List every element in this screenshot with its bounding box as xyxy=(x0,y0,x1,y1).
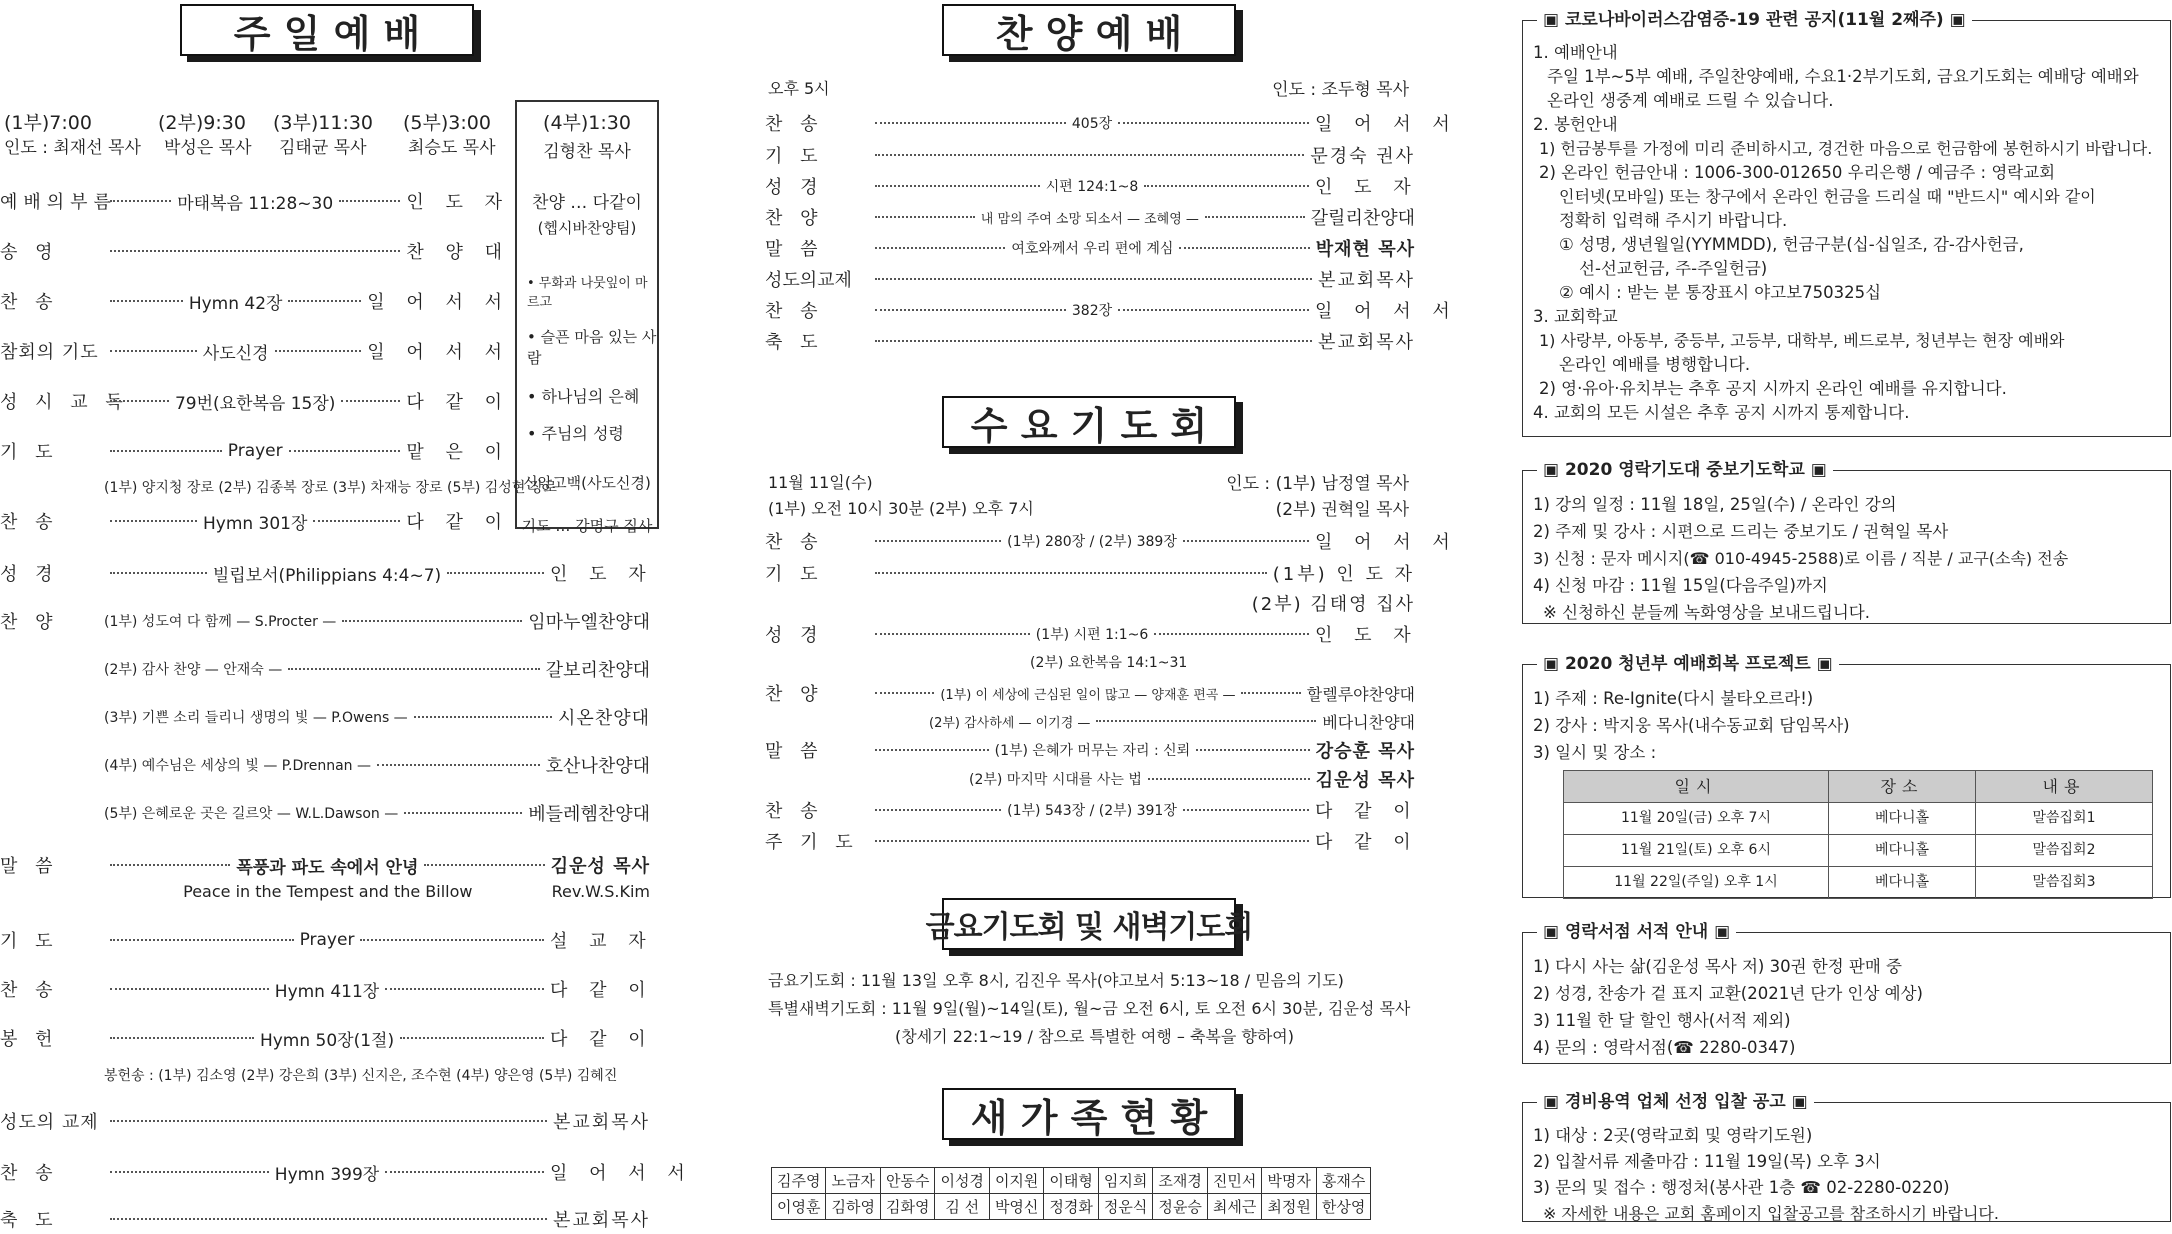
notice-heading: ▣ 코로나바이러스감염증-19 관련 공지(11월 2째주) ▣ xyxy=(1537,8,1972,32)
order-label: 송 영 xyxy=(0,242,59,263)
order-content: Hymn 301장 xyxy=(202,513,308,534)
schedule-cell: 말씀집회3 xyxy=(1976,867,2153,899)
service-time-1: (1부)7:00 xyxy=(4,112,92,134)
order-row xyxy=(765,706,1415,736)
order-label: 성 경 xyxy=(765,625,824,646)
schedule-cell: 11월 22일(주일) 오후 1시 xyxy=(1564,867,1829,899)
order-role: 일 어 서 서 xyxy=(1315,114,1458,135)
dawn-prayer-theme: (창세기 22:1~19 / 참으로 특별한 여행 – 축복을 향하여) xyxy=(895,1027,1295,1046)
order-row xyxy=(0,876,650,906)
schedule-cell: 말씀집회1 xyxy=(1976,803,2153,835)
order-row xyxy=(0,1204,650,1234)
order-row xyxy=(765,233,1415,263)
order-content: Prayer xyxy=(227,441,283,461)
order-role: 인 도 자 xyxy=(406,192,510,213)
order-label: 기 도 xyxy=(765,564,824,585)
order-label: 말 씀 xyxy=(0,856,59,877)
order-content: 여호와께서 우리 편에 계심 xyxy=(1011,241,1174,257)
notice-line: ① 성명, 생년월일(YYMMDD), 헌금구분(십-십일조, 감-감사헌금, xyxy=(1559,235,2024,254)
order-row xyxy=(765,264,1415,294)
order-content: Hymn 50장(1절) xyxy=(259,1030,395,1051)
order-role: 김운성 목사 xyxy=(1315,770,1415,791)
order-role: 박재현 목사 xyxy=(1315,239,1415,260)
order-label: 찬 송 xyxy=(765,301,824,322)
fourth-song-3: • 하나님의 은혜 xyxy=(527,387,640,406)
order-content: (1부) 543장 / (2부) 391장 xyxy=(1007,803,1177,819)
notice-line: 선-선교헌금, 주-주일헌금) xyxy=(1579,259,1768,278)
notice-heading: ▣ 경비용역 업체 선정 입찰 공고 ▣ xyxy=(1537,1090,1814,1114)
notice-line: 3) 일시 및 장소 : xyxy=(1533,743,1657,762)
intercession-school-notice xyxy=(1522,460,2171,624)
order-row xyxy=(765,171,1419,201)
order-role: 다 같 이 xyxy=(406,392,510,413)
wednesday-leader-2: (2부) 권혁일 목사 xyxy=(1275,500,1409,520)
order-content: (1부) 은혜가 머무는 자리 : 신뢰 xyxy=(994,743,1191,759)
praise-time: 오후 5시 xyxy=(768,79,830,98)
service-leader-3: 김태균 목사 xyxy=(279,138,367,158)
notice-line: 2) 온라인 헌금안내 : 1006-300-012650 우리은행 / 예금주 : 영락교회 xyxy=(1539,163,2056,182)
notice-line: 2) 주제 및 강사 : 시편으로 드리는 중보기도 / 권혁일 목사 xyxy=(1533,522,1949,541)
notice-line: 온라인 생중계 예배로 드릴 수 있습니다. xyxy=(1547,91,1834,110)
notice-line: 온라인 예배를 병행합니다. xyxy=(1559,355,1751,374)
order-label: 축 도 xyxy=(0,1210,59,1231)
wednesday-scripture-2: (2부) 요한복음 14:1~31 xyxy=(1030,655,1188,671)
member-name: 안동수 xyxy=(880,1168,934,1194)
order-content: 사도신경 xyxy=(202,343,269,364)
schedule-row xyxy=(1564,835,2153,867)
notice-line: 2) 강사 : 박지웅 목사(내수동교회 담임목사) xyxy=(1533,716,1850,735)
order-row xyxy=(765,526,1458,556)
order-role: 일 어 서 서 xyxy=(367,342,510,363)
member-name: 이성경 xyxy=(935,1168,989,1194)
notice-line: 정확히 입력해 주시기 바랍니다. xyxy=(1559,211,1788,230)
member-name: 조재경 xyxy=(1153,1168,1207,1194)
order-role: 갈보리찬양대 xyxy=(545,660,650,681)
order-row xyxy=(0,654,650,684)
fourth-praise: 찬양 … 다같이 xyxy=(532,193,642,213)
notice-heading: ▣ 2020 영락기도대 중보기도학교 ▣ xyxy=(1537,458,1833,482)
order-row xyxy=(0,286,510,316)
schedule-row xyxy=(1564,867,2153,899)
order-row xyxy=(0,506,510,536)
order-content: 405장 xyxy=(1071,116,1113,132)
schedule-cell: 11월 20일(금) 오후 7시 xyxy=(1564,803,1829,835)
schedule-header-cell: 장소 xyxy=(1829,771,1976,803)
service-time-2: (2부)9:30 xyxy=(158,112,246,134)
notice-line: 2) 성경, 찬송가 겉 표지 교환(2021년 단가 인상 예상) xyxy=(1533,984,1923,1003)
notice-line: 4) 문의 : 영락서점(☎ 2280-0347) xyxy=(1533,1038,1796,1057)
notice-line: ② 예시 : 받는 분 통장표시 야고보750325십 xyxy=(1559,283,1882,302)
order-row xyxy=(0,1157,693,1187)
fourth-service-leader: 김형찬 목사 xyxy=(543,142,631,162)
order-row xyxy=(0,1106,650,1136)
order-row xyxy=(0,702,650,732)
order-content: 79번(요한복음 15장) xyxy=(174,393,336,414)
order-role: 일 어 서 서 xyxy=(1315,301,1458,322)
order-role: 임마누엘찬양대 xyxy=(528,612,650,633)
fourth-service-box xyxy=(515,100,659,535)
member-name: 임지희 xyxy=(1098,1168,1152,1194)
service-leader-1: 인도 : 최재선 목사 xyxy=(4,138,141,158)
schedule-cell: 베다니홀 xyxy=(1829,835,1976,867)
member-name: 정윤승 xyxy=(1153,1194,1207,1220)
fourth-song-1: • 무화과 나뭇잎이 마르고 xyxy=(527,276,648,310)
order-label: 기 도 xyxy=(0,442,59,463)
fourth-service-time: (4부)1:30 xyxy=(543,112,631,134)
order-row xyxy=(765,735,1415,765)
schedule-header-cell: 일시 xyxy=(1564,771,1829,803)
order-row xyxy=(0,798,650,828)
member-name: 김하영 xyxy=(826,1194,880,1220)
order-label: 찬 양 xyxy=(0,612,59,633)
order-content: 시편 124:1~8 xyxy=(1045,179,1139,195)
schedule-cell: 베다니홀 xyxy=(1829,803,1976,835)
order-role: 할렐루야찬양대 xyxy=(1306,684,1415,704)
order-label: 기 도 xyxy=(765,146,824,167)
offering-singers: 봉헌송 : (1부) 김소영 (2부) 강은희 (3부) 신지은, 조수현 (4부) 양은영 (5부) 김혜진 xyxy=(104,1068,618,1084)
notice-line: 3) 문의 및 접수 : 행정처(봉사관 1층 ☎ 02-2280-0220) xyxy=(1533,1178,1950,1197)
order-label: 성 경 xyxy=(765,177,824,198)
notice-line: 4. 교회의 모든 시설은 추후 공지 시까지 통제합니다. xyxy=(1533,403,1910,422)
order-label: 찬 송 xyxy=(0,512,59,533)
order-row xyxy=(0,750,650,780)
order-label: 성도의교제 xyxy=(765,270,852,291)
service-time-5: (5부)3:00 xyxy=(403,112,491,134)
order-label: 찬 송 xyxy=(765,801,824,822)
order-role: 문경숙 권사 xyxy=(1310,146,1415,167)
security-bid-notice xyxy=(1522,1092,2171,1223)
member-name: 이태형 xyxy=(1044,1168,1098,1194)
youth-schedule-table xyxy=(1563,770,2153,899)
order-role: 다 같 이 xyxy=(1315,801,1419,822)
notice-line: 1) 헌금봉투를 가정에 미리 준비하시고, 경건한 마음으로 헌금함에 봉헌하시기 바랍니다. xyxy=(1539,139,2153,158)
youth-project-notice xyxy=(1522,654,2171,898)
member-name: 이영훈 xyxy=(772,1194,826,1220)
order-content: (5부) 은혜로운 곳은 길르앗 — W.L.Dawson — xyxy=(104,806,399,822)
order-label: 찬 송 xyxy=(765,114,824,135)
order-role: 갈릴리찬양대 xyxy=(1310,208,1415,229)
schedule-header-cell: 내용 xyxy=(1976,771,2153,803)
order-content: 빌립보서(Philippians 4:4~7) xyxy=(212,565,442,586)
order-role: 다 같 이 xyxy=(550,980,654,1001)
member-name: 최정원 xyxy=(1262,1194,1316,1220)
order-content: (3부) 기쁜 소리 들리니 생명의 빛 — P.Owens — xyxy=(104,710,408,726)
order-content: 382장 xyxy=(1071,303,1113,319)
order-label: 참회의 기도 xyxy=(0,342,99,363)
praise-leader: 인도 : 조두형 목사 xyxy=(1272,80,1409,100)
order-content: (1부) 이 세상에 근심된 일이 많고 — 양재훈 편곡 — xyxy=(940,687,1236,703)
order-role: 일 어 서 서 xyxy=(367,292,510,313)
order-role: 인 도 자 xyxy=(550,564,654,585)
notice-line: 1) 강의 일정 : 11월 18일, 25일(수) / 온라인 강의 xyxy=(1533,495,1897,514)
order-role: 베들레헴찬양대 xyxy=(528,804,650,825)
order-row xyxy=(765,588,1415,618)
notice-heading: ▣ 2020 청년부 예배회복 프로젝트 ▣ xyxy=(1537,652,1839,676)
order-row xyxy=(765,202,1415,232)
sermon-title-en: Peace in the Tempest and the Billow xyxy=(183,881,473,901)
notice-line: 3. 교회학교 xyxy=(1533,307,1618,326)
order-label: 찬 송 xyxy=(0,292,59,313)
order-label: 찬 송 xyxy=(0,980,59,1001)
order-content: (1부) 성도여 다 함께 — S.Procter — xyxy=(104,614,337,630)
order-row xyxy=(0,606,650,636)
notice-heading: ▣ 영락서점 서적 안내 ▣ xyxy=(1537,920,1736,944)
order-content: Prayer xyxy=(299,930,355,950)
new-family-row xyxy=(772,1168,1371,1194)
order-row xyxy=(0,336,510,366)
wednesday-date: 11월 11일(수) xyxy=(768,473,873,492)
member-name: 김 선 xyxy=(935,1194,989,1220)
order-role: (1부) 인 도 자 xyxy=(1272,564,1415,585)
service-leader-5: 최승도 목사 xyxy=(408,138,496,158)
order-label: 말 씀 xyxy=(765,741,824,762)
order-row xyxy=(765,795,1419,825)
order-role: 본교회목사 xyxy=(1318,270,1415,291)
sunday-service-title: 주 일 예 배 xyxy=(180,4,474,56)
order-row xyxy=(0,974,654,1004)
order-label: 찬 송 xyxy=(0,1163,59,1184)
member-name: 진민서 xyxy=(1207,1168,1261,1194)
order-label: 찬 양 xyxy=(765,208,824,229)
order-label: 찬 송 xyxy=(765,532,824,553)
new-family-row xyxy=(772,1194,1371,1220)
notice-line: 4) 신청 마감 : 11월 15일(다음주일)까지 xyxy=(1533,576,1828,595)
member-name: 이지원 xyxy=(989,1168,1043,1194)
order-row xyxy=(765,326,1415,356)
schedule-header-row xyxy=(1564,771,2153,803)
member-name: 정경화 xyxy=(1044,1194,1098,1220)
order-role: 다 같 이 xyxy=(550,1029,654,1050)
friday-dawn-title: 금요기도회 및 새벽기도회 xyxy=(942,898,1236,950)
schedule-cell: 말씀집회2 xyxy=(1976,835,2153,867)
member-name: 홍재수 xyxy=(1316,1168,1370,1194)
order-label: 예배의부름 xyxy=(0,192,117,213)
order-content: (2부) 감사하세 — 이기경 — xyxy=(929,715,1091,731)
friday-prayer-line: 금요기도회 : 11월 13일 오후 8시, 김진우 목사(야고보서 5:13~18 / 믿음의 기도) xyxy=(768,971,1344,990)
order-role: (2부) 김태영 집사 xyxy=(1251,594,1415,615)
order-content: (4부) 예수님은 세상의 빛 — P.Drennan — xyxy=(104,758,371,774)
order-content: (1부) 280장 / (2부) 389장 xyxy=(1007,534,1177,550)
member-name: 한상영 xyxy=(1316,1194,1370,1220)
schedule-cell: 베다니홀 xyxy=(1829,867,1976,899)
fourth-song-4: • 주님의 성령 xyxy=(527,424,624,443)
order-content: (2부) 감사 찬양 — 안재숙 — xyxy=(104,662,283,678)
member-name: 정운식 xyxy=(1098,1194,1152,1220)
bookstore-notice xyxy=(1522,922,2171,1064)
middle-column xyxy=(765,0,1458,1231)
order-label: 성 경 xyxy=(0,564,59,585)
order-role: 일 어 서 서 xyxy=(1315,532,1458,553)
member-name: 최세근 xyxy=(1207,1194,1261,1220)
order-role: 본교회목사 xyxy=(553,1112,650,1133)
notice-line: 2. 봉헌안내 xyxy=(1533,115,1618,134)
order-role: 일 어 서 서 xyxy=(550,1163,693,1184)
member-name: 박명자 xyxy=(1262,1168,1316,1194)
order-label: 주 기 도 xyxy=(765,832,859,853)
order-role: 호산나찬양대 xyxy=(545,756,650,777)
prayer-elders: (1부) 양지청 장로 (2부) 김종복 장로 (3부) 차재능 장로 (5부) 김성현 장로 xyxy=(104,480,557,496)
sunday-service-column xyxy=(0,0,693,1231)
preacher-en: Rev.W.S.Kim xyxy=(551,881,650,901)
order-row xyxy=(765,826,1419,856)
order-role: 본교회목사 xyxy=(553,1210,650,1231)
notice-line: 1) 다시 사는 삶(김운성 목사 저) 30권 한정 판매 중 xyxy=(1533,957,1902,976)
order-label: 말 씀 xyxy=(765,239,824,260)
notice-line: 1) 대상 : 2곳(영락교회 및 영락기도원) xyxy=(1533,1126,1813,1145)
notice-line: 주일 1부~5부 예배, 주일찬양예배, 수요1·2부기도회, 금요기도회는 예배당 예배와 xyxy=(1547,67,2139,86)
notice-line: 1. 예배안내 xyxy=(1533,43,1618,62)
order-content: Hymn 399장 xyxy=(274,1164,380,1185)
schedule-row xyxy=(1564,803,2153,835)
fourth-creed: 신앙고백(사도신경) xyxy=(523,474,651,492)
wednesday-title: 수 요 기 도 회 xyxy=(942,396,1236,448)
order-label: 축 도 xyxy=(765,332,824,353)
order-row xyxy=(765,558,1415,588)
wednesday-leader-1: 인도 : (1부) 남정열 목사 xyxy=(1226,474,1409,494)
order-role: 인 도 자 xyxy=(1315,177,1419,198)
fourth-prayer: 기도 … 강명구 집사 xyxy=(521,517,653,535)
sermon-title: 폭풍과 파도 속에서 안녕 xyxy=(236,857,419,878)
order-label: 기 도 xyxy=(0,931,59,952)
notice-line: 인터넷(모바일) 또는 창구에서 온라인 헌금을 드리실 때 "반드시" 예시와 같이 xyxy=(1559,187,2096,206)
order-row xyxy=(765,140,1415,170)
preacher-name: 김운성 목사 xyxy=(550,856,650,877)
order-row xyxy=(765,619,1419,649)
order-role: 맡 은 이 xyxy=(406,442,510,463)
covid-notice xyxy=(1522,10,2171,437)
member-name: 김주영 xyxy=(772,1168,826,1194)
order-label: 성도의 교제 xyxy=(0,1112,99,1133)
order-content: 내 맘의 주여 소망 되소서 — 조혜영 — xyxy=(980,211,1199,227)
order-row xyxy=(0,186,510,216)
new-family-title: 새 가 족 현 황 xyxy=(942,1088,1236,1140)
notice-line: 1) 주제 : Re-Ignite(다시 불타오르라!) xyxy=(1533,689,1814,708)
new-family-table xyxy=(771,1167,1371,1220)
order-role: 본교회목사 xyxy=(1318,332,1415,353)
order-row xyxy=(765,678,1415,708)
order-role: 설 교 자 xyxy=(550,931,654,952)
notice-line: 2) 영·유아·유치부는 추후 공지 시까지 온라인 예배를 유지합니다. xyxy=(1539,379,2007,398)
dawn-prayer-line: 특별새벽기도회 : 11월 9일(월)~14일(토), 월~금 오전 6시, 토 오전 6시 30분, 김운성 목사 xyxy=(768,999,1411,1018)
member-name: 노금자 xyxy=(826,1168,880,1194)
notices-column xyxy=(1515,0,2172,1231)
order-label: 성 시 교 독 xyxy=(0,392,129,413)
notice-line: 3) 11월 한 달 할인 행사(서적 제외) xyxy=(1533,1011,1791,1030)
notice-line: 1) 사랑부, 아동부, 중등부, 고등부, 대학부, 베드로부, 청년부는 현장 예배와 xyxy=(1539,331,2065,350)
order-label: 찬 양 xyxy=(765,684,824,705)
order-row xyxy=(765,295,1458,325)
fourth-praise-team: (헵시바찬양팀) xyxy=(537,219,637,237)
order-row xyxy=(0,925,654,955)
order-role: 베다니찬양대 xyxy=(1322,712,1415,732)
order-role: 인 도 자 xyxy=(1315,625,1419,646)
notice-line: ※ 자세한 내용은 교회 홈페이지 입찰공고를 참조하시기 바랍니다. xyxy=(1543,1204,1999,1223)
notice-line: 3) 신청 : 문자 메시지(☎ 010-4945-2588)로 이름 / 직분 / 교구(소속) 전송 xyxy=(1533,549,2069,568)
order-row xyxy=(0,436,510,466)
praise-service-title: 찬 양 예 배 xyxy=(942,4,1236,56)
order-content: (1부) 시편 1:1~6 xyxy=(1035,627,1149,643)
order-role: 다 같 이 xyxy=(1315,832,1419,853)
order-role: 강승훈 목사 xyxy=(1315,741,1415,762)
order-row xyxy=(765,108,1458,138)
notice-line: 2) 입찰서류 제출마감 : 11월 19일(목) 오후 3시 xyxy=(1533,1152,1881,1171)
order-row xyxy=(0,236,510,266)
fourth-song-2: • 슬픈 마음 있는 사람 xyxy=(527,328,657,367)
order-role: 시온찬양대 xyxy=(558,708,650,729)
order-content: 마태복음 11:28~30 xyxy=(177,193,334,214)
service-leader-2: 박성은 목사 xyxy=(164,138,252,158)
member-name: 박영신 xyxy=(989,1194,1043,1220)
order-row xyxy=(0,558,654,588)
order-role: 다 같 이 xyxy=(406,512,510,533)
wednesday-times: (1부) 오전 10시 30분 (2부) 오후 7시 xyxy=(768,499,1034,518)
order-role: 찬 양 대 xyxy=(406,242,510,263)
schedule-cell: 11월 21일(토) 오후 6시 xyxy=(1564,835,1829,867)
order-row xyxy=(0,1023,654,1053)
order-row xyxy=(765,764,1415,794)
notice-line: ※ 신청하신 분들께 녹화영상을 보내드립니다. xyxy=(1543,603,1870,622)
order-content: Hymn 411장 xyxy=(274,981,380,1002)
order-row xyxy=(0,386,510,416)
order-label: 봉 헌 xyxy=(0,1029,59,1050)
service-time-3: (3부)11:30 xyxy=(273,112,374,134)
member-name: 김화영 xyxy=(880,1194,934,1220)
order-content: Hymn 42장 xyxy=(188,293,283,314)
order-content: (2부) 마지막 시대를 사는 법 xyxy=(969,772,1142,788)
